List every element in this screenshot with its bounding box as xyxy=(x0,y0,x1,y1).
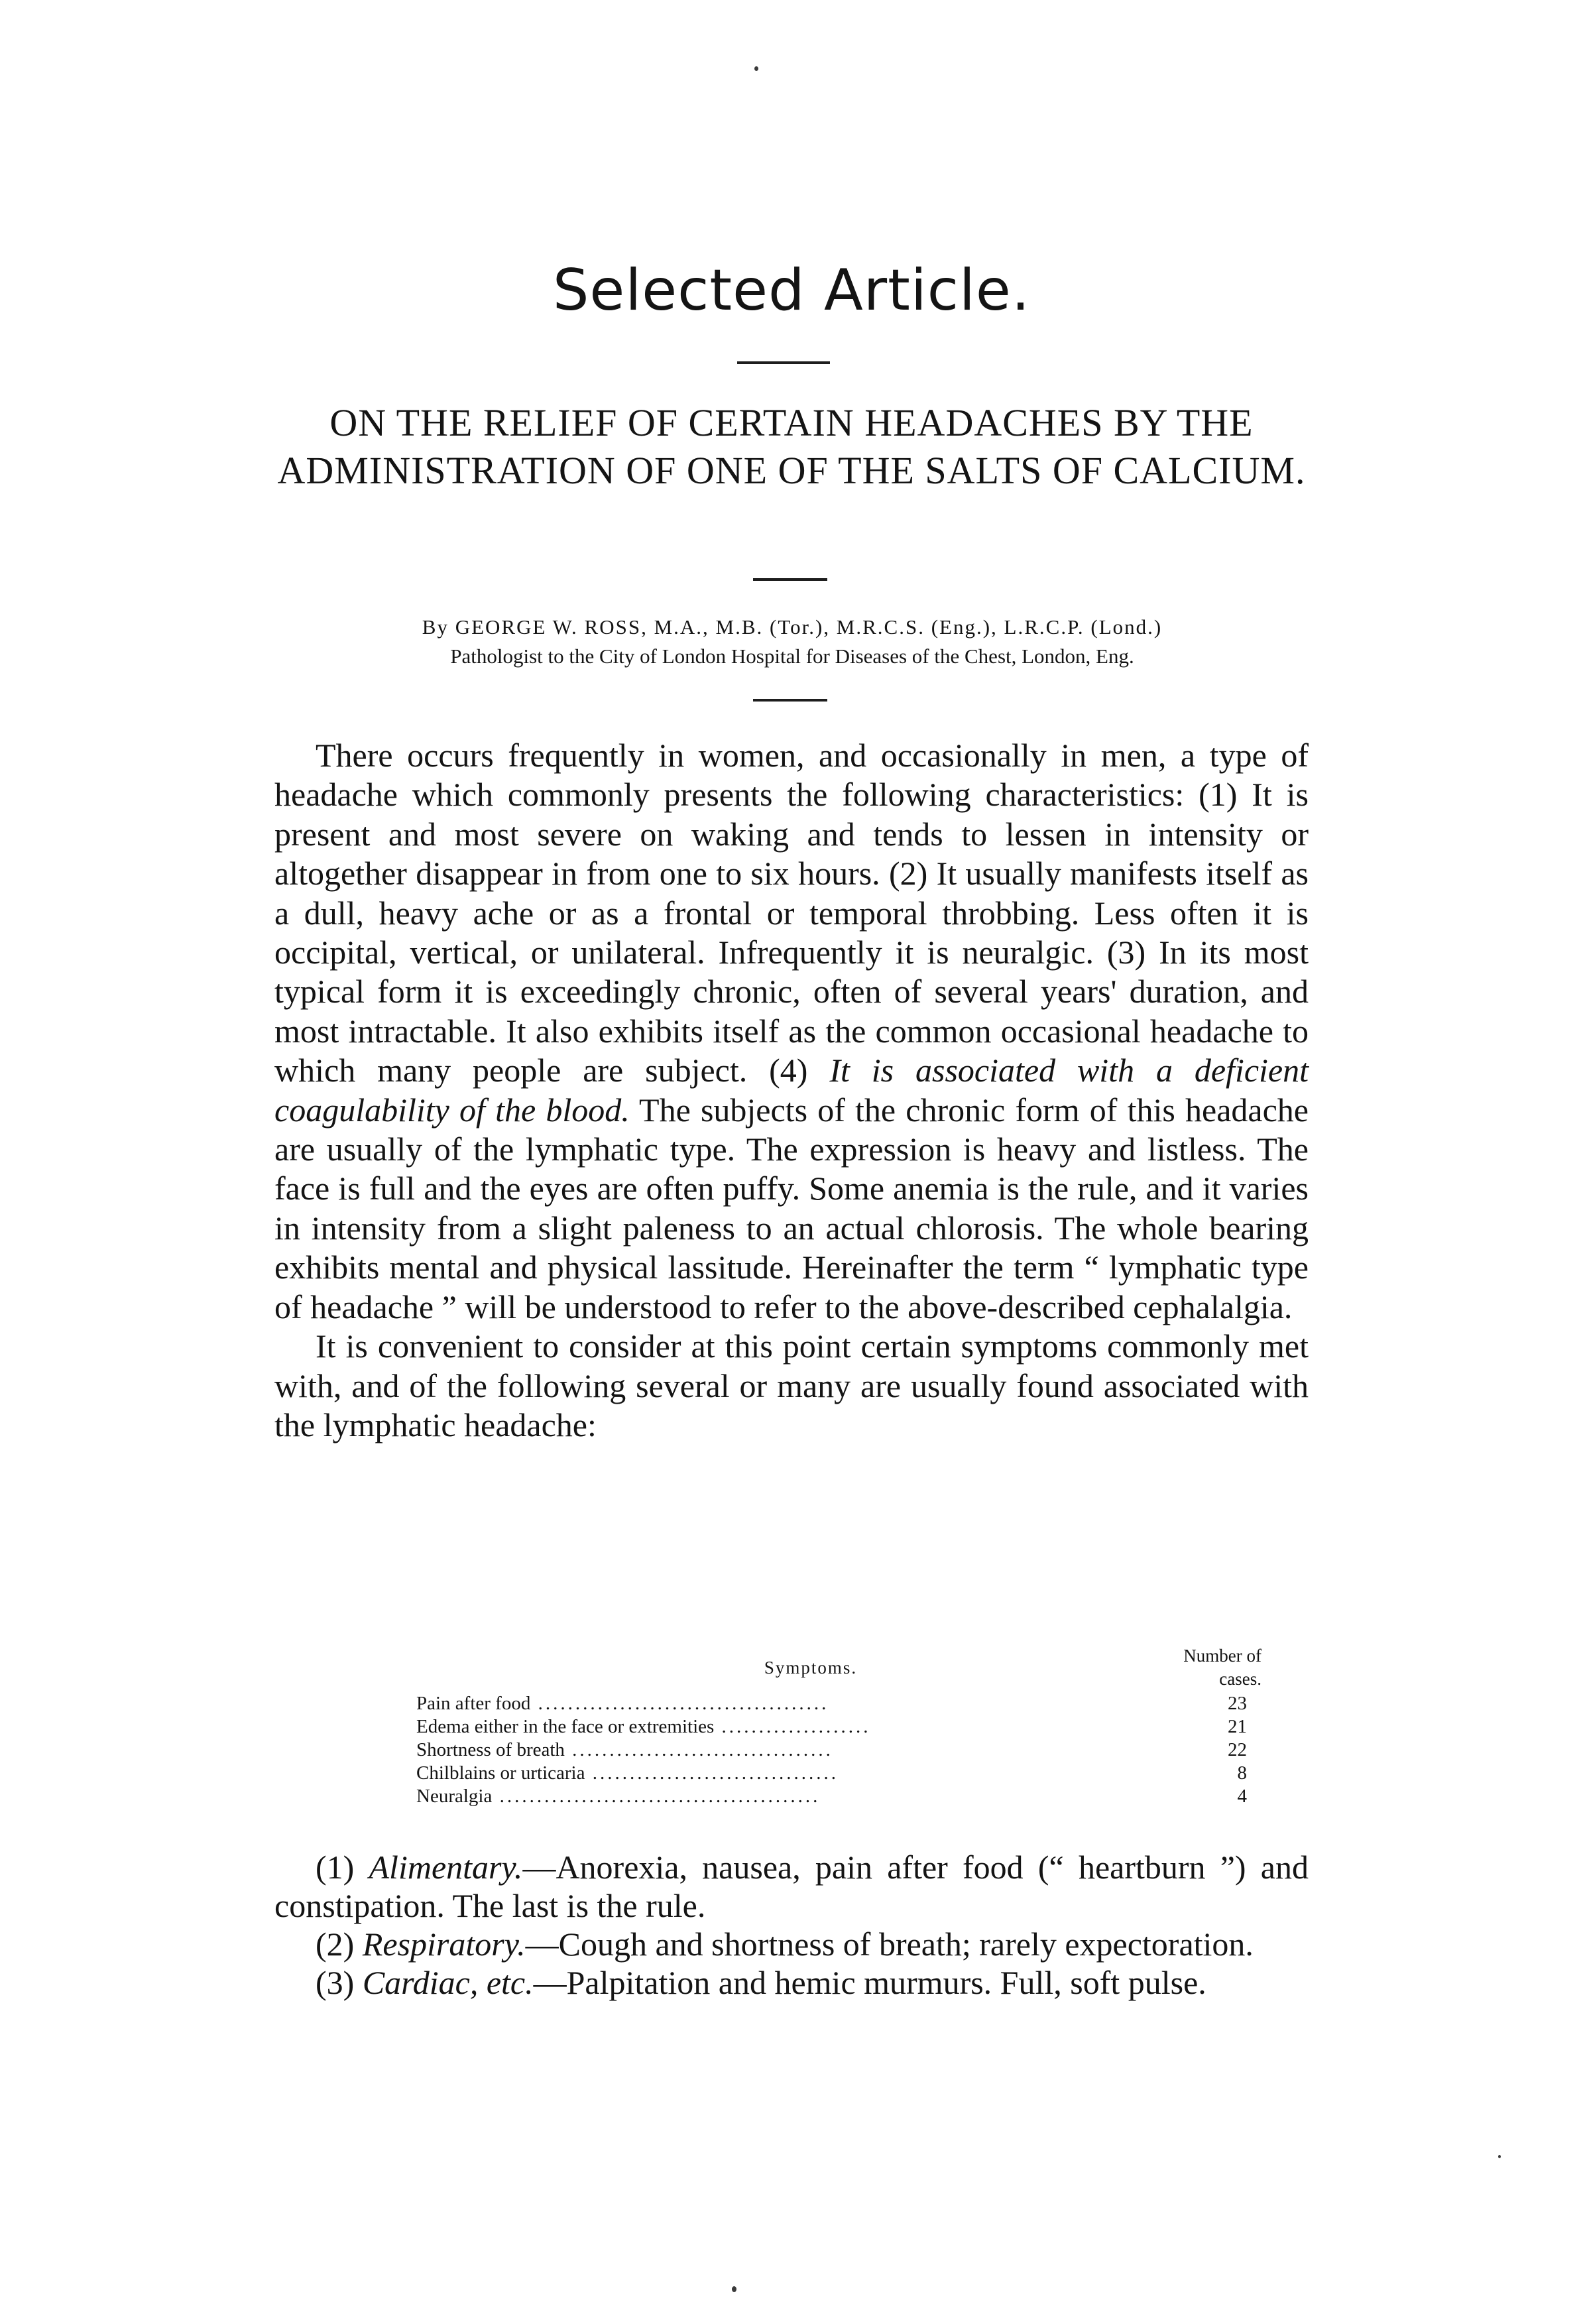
byline xyxy=(199,613,1385,671)
emphasized-text: It is associated with a deficient coagulability of the blood. xyxy=(274,1052,1309,1129)
symptom-label: Neuralgia xyxy=(416,1786,493,1807)
table-row xyxy=(416,1715,1261,1739)
byline-rule xyxy=(753,699,827,702)
symptom-label: Chilblains or urticaria xyxy=(416,1762,585,1784)
symptom-label: Pain after food xyxy=(416,1693,531,1714)
case-count: 8 xyxy=(1237,1762,1247,1784)
category-text: —Cough and shortness of breath; rarely expectoration. xyxy=(525,1926,1254,1963)
symptom-label: Shortness of breath xyxy=(416,1739,565,1760)
paragraph-symptoms-intro: It is convenient to consider at this point certain symptoms commonly met with, and of the following several or many are usually found associated with the lymphatic headache: xyxy=(274,1327,1309,1443)
case-count: 22 xyxy=(1228,1739,1247,1760)
column-header-cases: Number of cases. xyxy=(1183,1646,1261,1689)
scan-speck-bottom xyxy=(732,2286,736,2292)
paragraph-cardiac xyxy=(274,1963,1309,2002)
dot-leader: ....................................... xyxy=(530,1693,829,1714)
case-count: 4 xyxy=(1237,1786,1247,1807)
article-body xyxy=(274,736,1309,1445)
paragraph-alimentary xyxy=(274,1848,1309,1925)
column-header-symptoms: Symptoms. xyxy=(764,1657,858,1678)
dot-leader: .................... xyxy=(714,1716,871,1737)
category-text: —Palpitation and hemic murmurs. Full, soft pulse. xyxy=(533,1964,1206,2001)
case-count: 21 xyxy=(1228,1716,1247,1737)
dot-leader: ........................................... xyxy=(492,1786,821,1807)
item-number: (2) xyxy=(316,1926,363,1963)
dot-leader: ................................... xyxy=(564,1739,833,1760)
article-title: ON THE RELIEF OF CERTAIN HEADACHES BY THE ADMINISTRATION OF ONE OF THE SALTS OF CALCIUM. xyxy=(277,401,1306,492)
table-row xyxy=(416,1739,1261,1762)
category-text: —Anorexia, nausea, pain after food (“ heartburn ”) and constipation. The last is the rule. xyxy=(274,1849,1309,1924)
symptom-categories xyxy=(274,1848,1309,2002)
heading-rule xyxy=(737,361,830,364)
category-label: Cardiac, etc. xyxy=(362,1964,534,2001)
dot-leader: ................................. xyxy=(585,1762,839,1784)
table-row xyxy=(416,1692,1261,1715)
section-heading: Selected Article. xyxy=(552,257,1031,324)
category-label: Alimentary. xyxy=(369,1849,523,1886)
title-rule xyxy=(753,578,827,581)
symptoms-table xyxy=(416,1644,1261,1808)
paragraph-text: There occurs frequently in women, and occasionally in men, a type of headache which commonly presents the following characteristics: (1) It is present and most severe on waking and tends to lessen in intensity or altogether disappear in from one to six hours. (2) It usually manifests itself as a dull, heavy ache or as a frontal or temporal throbbing. Less often it is occipital, vertical, or unilateral. Infrequently it is neuralgic. (3) In its most typical form it is exceedingly chronic, often of several years' duration, and most intractable. It also exhibits itself as the common occasional headache to which many people are subject. (4) xyxy=(274,737,1309,1089)
table-row xyxy=(416,1785,1261,1808)
item-number: (1) xyxy=(316,1849,369,1886)
scan-speck-top xyxy=(754,66,758,71)
scan-speck-margin xyxy=(1498,2155,1501,2158)
table-header-row xyxy=(416,1644,1261,1692)
paragraph-text-continued: The subjects of the chronic form of this headache are usually of the lymphatic type. The expression is heavy and listless. The face is full and the eyes are often puffy. Some anemia is the rule, and it varies in intensity from a slight paleness to an actual chlorosis. The whole bearing exhibits mental and physical lassitude. Hereinafter the term “ lymphatic type of headache ” will be understood to refer to the above-described cephalalgia. xyxy=(274,1091,1309,1325)
case-count: 23 xyxy=(1228,1693,1247,1714)
paragraph-characteristics xyxy=(274,736,1309,1327)
author-line: By GEORGE W. ROSS, M.A., M.B. (Tor.), M.R.C.S. (Eng.), L.R.C.P. (Lond.) xyxy=(422,615,1163,639)
affiliation-line: Pathologist to the City of London Hospital for Diseases of the Chest, London, Eng. xyxy=(450,644,1134,668)
table-row xyxy=(416,1762,1261,1785)
category-label: Respiratory. xyxy=(362,1926,526,1963)
paragraph-respiratory xyxy=(274,1925,1309,1963)
item-number: (3) xyxy=(316,1964,363,2001)
symptom-label: Edema either in the face or extremities xyxy=(416,1716,715,1737)
